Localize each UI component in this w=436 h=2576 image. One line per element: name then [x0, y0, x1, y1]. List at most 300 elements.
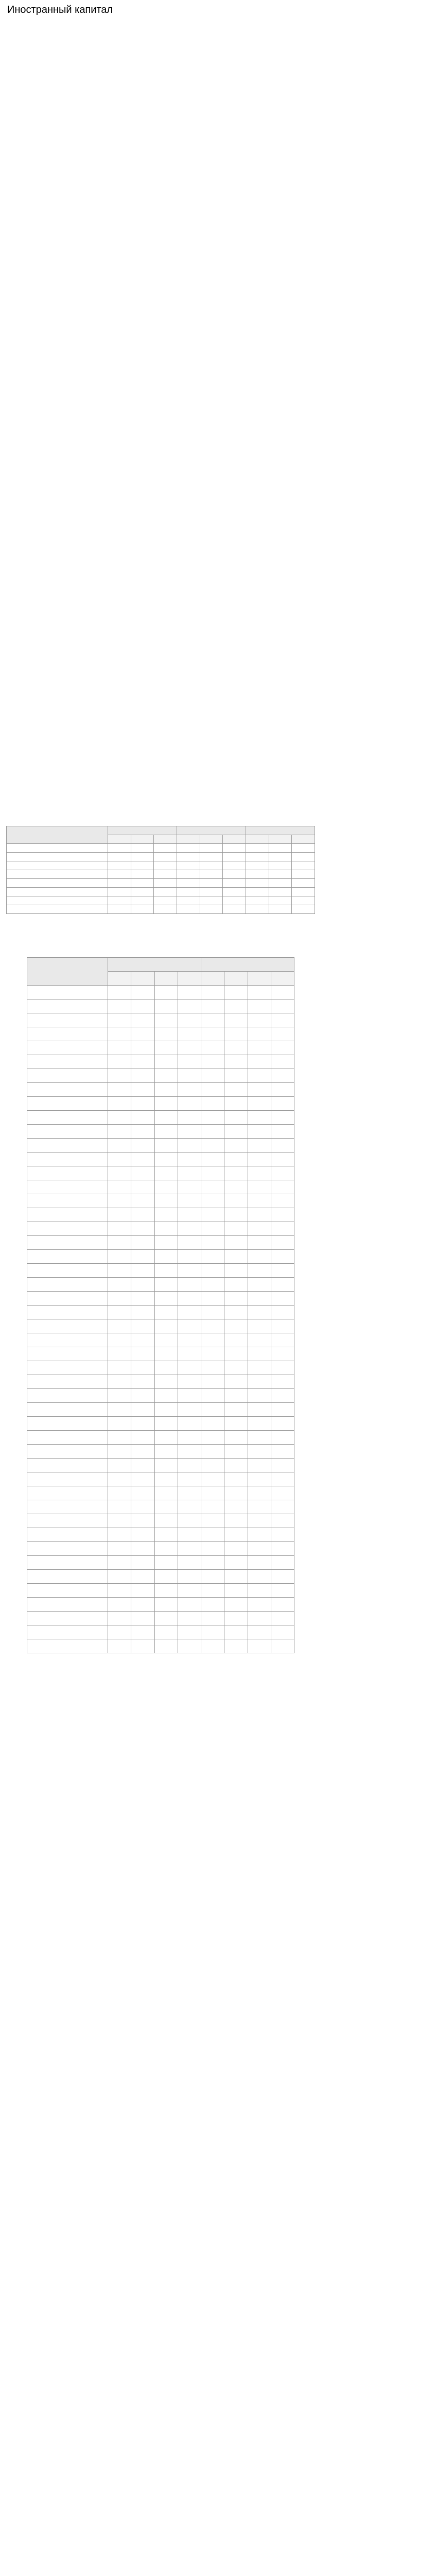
- table-header-cell: [178, 972, 201, 986]
- table-cell: [154, 1069, 178, 1083]
- table-cell: [201, 1208, 224, 1222]
- table-cell: [108, 1111, 131, 1125]
- table-cell: [224, 1278, 248, 1292]
- row-label-cell: [27, 1236, 108, 1250]
- table-cell: [154, 879, 177, 888]
- table-cell: [154, 1153, 178, 1166]
- table-header-cell: [200, 835, 223, 844]
- table-cell: [108, 1612, 131, 1625]
- table-cell: [248, 1236, 271, 1250]
- table-cell: [201, 1486, 224, 1500]
- table-cell: [200, 870, 223, 879]
- table-cell: [224, 1403, 248, 1417]
- table-cell: [178, 1639, 201, 1653]
- data-table: [6, 826, 315, 914]
- row-label-cell: [27, 1027, 108, 1041]
- table-row: [27, 1389, 294, 1403]
- table-row: [27, 1097, 294, 1111]
- row-label-cell: [27, 1180, 108, 1194]
- table-header-cell: [7, 826, 108, 844]
- row-label-cell: [27, 1570, 108, 1584]
- table-cell: [131, 1097, 154, 1111]
- table-cell: [224, 1236, 248, 1250]
- paragraph: [6, 645, 430, 679]
- table-cell: [178, 1139, 201, 1153]
- table-cell: [201, 1292, 224, 1306]
- table-cell: [131, 1347, 154, 1361]
- row-label-cell: [27, 1250, 108, 1264]
- table-header-cell: [131, 835, 154, 844]
- table-cell: [108, 1556, 131, 1570]
- table-cell: [131, 1083, 154, 1097]
- table-cell: [178, 1431, 201, 1445]
- table-row: [27, 1208, 294, 1222]
- table-cell: [223, 905, 246, 914]
- table-header-row: [7, 826, 315, 835]
- table-row: [27, 1041, 294, 1055]
- table-cell: [108, 1166, 131, 1180]
- table-cell: [131, 879, 154, 888]
- table-cell: [154, 1194, 178, 1208]
- table-header-cell: [201, 958, 294, 972]
- table-cell: [178, 1250, 201, 1264]
- table-header-cell: [269, 835, 292, 844]
- table-cell: [131, 1013, 154, 1027]
- table-cell: [269, 853, 292, 861]
- table-cell: [154, 1055, 178, 1069]
- table-cell: [201, 1598, 224, 1612]
- table-cell: [131, 1403, 154, 1417]
- table-cell: [246, 853, 269, 861]
- table-cell: [248, 1027, 271, 1041]
- table-cell: [271, 1194, 294, 1208]
- table-cell: [108, 1486, 131, 1500]
- table-cell: [108, 896, 131, 905]
- table-cell: [248, 1319, 271, 1333]
- table-cell: [108, 1542, 131, 1556]
- table-cell: [224, 1542, 248, 1556]
- data-table: [27, 957, 294, 1653]
- table-cell: [201, 1361, 224, 1375]
- table-cell: [248, 1069, 271, 1083]
- table-cell: [201, 1612, 224, 1625]
- row-label-cell: [27, 1514, 108, 1528]
- table-cell: [271, 1445, 294, 1459]
- table-header-cell: [154, 835, 177, 844]
- table-cell: [178, 1347, 201, 1361]
- table-cell: [154, 1333, 178, 1347]
- row-label-cell: [27, 1013, 108, 1027]
- table-cell: [154, 1166, 178, 1180]
- table-cell: [224, 1208, 248, 1222]
- table-row: [27, 1264, 294, 1278]
- table-cell: [248, 1166, 271, 1180]
- table-cell: [131, 1333, 154, 1347]
- table-cell: [131, 1639, 154, 1653]
- table-row: [27, 1542, 294, 1556]
- table-cell: [154, 1639, 178, 1653]
- table-row: [27, 1069, 294, 1083]
- table-cell: [224, 1431, 248, 1445]
- table-cell: [224, 1528, 248, 1542]
- table-cell: [271, 1153, 294, 1166]
- table-header-cell: [248, 972, 271, 986]
- table-cell: [154, 1389, 178, 1403]
- table-cell: [154, 1180, 178, 1194]
- table-row: [27, 1514, 294, 1528]
- figure-caption: [6, 923, 430, 936]
- table-cell: [108, 1639, 131, 1653]
- table-cell: [201, 1111, 224, 1125]
- row-label-cell: [27, 1375, 108, 1389]
- table-cell: [248, 1486, 271, 1500]
- table-cell: [108, 879, 131, 888]
- table-cell: [178, 999, 201, 1013]
- table-cell: [271, 1306, 294, 1319]
- table-header-cell: [108, 835, 131, 844]
- table-cell: [154, 1319, 178, 1333]
- paragraph: [6, 386, 430, 420]
- table-row: [27, 1500, 294, 1514]
- table-cell: [154, 1625, 178, 1639]
- table-cell: [224, 1013, 248, 1027]
- table-row: [27, 1556, 294, 1570]
- table-cell: [154, 1306, 178, 1319]
- table-cell: [271, 1542, 294, 1556]
- table-cell: [224, 1139, 248, 1153]
- table-header-cell: [246, 835, 269, 844]
- table-cell: [131, 1625, 154, 1639]
- table-cell: [178, 1264, 201, 1278]
- table-cell: [154, 888, 177, 896]
- table-cell: [108, 1013, 131, 1027]
- table-cell: [201, 1403, 224, 1417]
- table-cell: [108, 1125, 131, 1139]
- table-cell: [154, 1403, 178, 1417]
- table-cell: [131, 1361, 154, 1375]
- table-row: [7, 905, 315, 914]
- table-cell: [248, 1417, 271, 1431]
- table-cell: [178, 1472, 201, 1486]
- table-row: [27, 1403, 294, 1417]
- table-cell: [224, 1612, 248, 1625]
- table-row: [27, 999, 294, 1013]
- table-row: [7, 896, 315, 905]
- table-cell: [248, 1612, 271, 1625]
- table-cell: [178, 1083, 201, 1097]
- table-cell: [201, 986, 224, 999]
- table-cell: [246, 896, 269, 905]
- table-header-cell: [177, 835, 200, 844]
- table-cell: [108, 1180, 131, 1194]
- table-cell: [154, 896, 177, 905]
- table-cell: [201, 1166, 224, 1180]
- table-cell: [131, 1306, 154, 1319]
- table-cell: [108, 986, 131, 999]
- table-cell: [131, 1389, 154, 1403]
- table-cell: [154, 1417, 178, 1431]
- table-cell: [271, 1361, 294, 1375]
- table-cell: [154, 1027, 178, 1041]
- table-cell: [248, 1083, 271, 1097]
- table-cell: [223, 896, 246, 905]
- table-cell: [131, 1584, 154, 1598]
- table-cell: [271, 1278, 294, 1292]
- table-cell: [131, 844, 154, 853]
- table-cell: [201, 1264, 224, 1278]
- table-cell: [271, 1472, 294, 1486]
- table-cell: [224, 1584, 248, 1598]
- paragraph: [6, 97, 430, 120]
- table-cell: [108, 1431, 131, 1445]
- table-header-cell: [224, 972, 248, 986]
- table-cell: [108, 1598, 131, 1612]
- table-cell: [201, 1625, 224, 1639]
- table-cell: [131, 1375, 154, 1389]
- table-cell: [271, 1417, 294, 1431]
- table-cell: [177, 879, 200, 888]
- table-cell: [224, 1194, 248, 1208]
- row-label-cell: [27, 1431, 108, 1445]
- row-label-cell: [27, 1041, 108, 1055]
- table-cell: [224, 1055, 248, 1069]
- table-header-cell: [108, 826, 177, 835]
- table-cell: [108, 1055, 131, 1069]
- table-cell: [248, 1542, 271, 1556]
- table-cell: [108, 1194, 131, 1208]
- table-row: [27, 1598, 294, 1612]
- table-row: [27, 1375, 294, 1389]
- table-cell: [223, 879, 246, 888]
- table-row: [27, 1013, 294, 1027]
- paragraph: [6, 460, 430, 494]
- table-cell: [271, 1459, 294, 1472]
- row-label-cell: [27, 1389, 108, 1403]
- table-cell: [154, 999, 178, 1013]
- table-row: [27, 1027, 294, 1041]
- table-cell: [154, 1445, 178, 1459]
- paragraph: [6, 534, 430, 557]
- row-label-cell: [27, 1445, 108, 1459]
- table-row: [7, 861, 315, 870]
- table-cell: [224, 1556, 248, 1570]
- table-cell: [248, 1292, 271, 1306]
- table-cell: [224, 1598, 248, 1612]
- table-cell: [131, 1319, 154, 1333]
- table-cell: [154, 1347, 178, 1361]
- table-cell: [200, 888, 223, 896]
- table-cell: [201, 1584, 224, 1598]
- table-row: [27, 1194, 294, 1208]
- table-cell: [178, 1570, 201, 1584]
- row-label-cell: [27, 1625, 108, 1639]
- table-row: [27, 1166, 294, 1180]
- table-cell: [201, 1528, 224, 1542]
- table-row: [27, 1486, 294, 1500]
- table-cell: [248, 1459, 271, 1472]
- page-title: Иностранный капитал: [7, 4, 113, 15]
- table-cell: [131, 870, 154, 879]
- row-label-cell: [27, 1194, 108, 1208]
- table-cell: [154, 1264, 178, 1278]
- table-cell: [178, 1625, 201, 1639]
- table-cell: [201, 1222, 224, 1236]
- table-cell: [178, 1542, 201, 1556]
- table-cell: [292, 888, 315, 896]
- table-cell: [177, 861, 200, 870]
- table-cell: [271, 1180, 294, 1194]
- table-cell: [108, 1584, 131, 1598]
- table-cell: [201, 1333, 224, 1347]
- paragraph: [6, 160, 430, 194]
- table-cell: [178, 1166, 201, 1180]
- table-cell: [271, 1083, 294, 1097]
- row-label-cell: [7, 905, 108, 914]
- paragraph: [6, 707, 430, 741]
- table-cell: [108, 844, 131, 853]
- table-cell: [271, 1027, 294, 1041]
- paragraph: [6, 682, 430, 704]
- table-header-cell: [271, 972, 294, 986]
- table-caption: [6, 811, 430, 823]
- table-cell: [201, 1417, 224, 1431]
- row-label-cell: [27, 1166, 108, 1180]
- table-row: [7, 844, 315, 853]
- table-cell: [178, 1292, 201, 1306]
- table-cell: [154, 1236, 178, 1250]
- table-cell: [108, 1236, 131, 1250]
- table-cell: [292, 844, 315, 853]
- table-cell: [248, 1514, 271, 1528]
- table-cell: [178, 1180, 201, 1194]
- table-cell: [131, 1222, 154, 1236]
- table-cell: [224, 1180, 248, 1194]
- table-cell: [248, 1584, 271, 1598]
- table-cell: [108, 861, 131, 870]
- table-row: [27, 1319, 294, 1333]
- table-cell: [131, 1542, 154, 1556]
- table-cell: [131, 1194, 154, 1208]
- paragraph: [6, 1658, 430, 1692]
- table-cell: [224, 1500, 248, 1514]
- table-cell: [154, 1598, 178, 1612]
- table-row: [7, 853, 315, 861]
- table-cell: [108, 870, 131, 879]
- table-header-cell: [201, 972, 224, 986]
- table-row: [27, 1125, 294, 1139]
- table-cell: [224, 1041, 248, 1055]
- table-cell: [131, 1612, 154, 1625]
- table-header-cell: [108, 972, 131, 986]
- table-cell: [108, 1319, 131, 1333]
- table-cell: [131, 1027, 154, 1041]
- table-cell: [248, 1625, 271, 1639]
- table-cell: [131, 1111, 154, 1125]
- row-label-cell: [27, 1598, 108, 1612]
- paragraph: [6, 123, 430, 157]
- table-row: [27, 986, 294, 999]
- table-cell: [248, 1097, 271, 1111]
- table-cell: [200, 896, 223, 905]
- table-cell: [131, 896, 154, 905]
- table-cell: [108, 1625, 131, 1639]
- table-cell: [248, 1500, 271, 1514]
- table-cell: [178, 1500, 201, 1514]
- table-cell: [248, 1208, 271, 1222]
- table-cell: [201, 1472, 224, 1486]
- table-cell: [271, 1528, 294, 1542]
- row-label-cell: [27, 1417, 108, 1431]
- table-header-cell: [177, 826, 246, 835]
- table-row: [27, 1055, 294, 1069]
- table-cell: [201, 999, 224, 1013]
- table-cell: [271, 1431, 294, 1445]
- table-cell: [224, 1166, 248, 1180]
- table-cell: [248, 1570, 271, 1584]
- table-cell: [248, 1041, 271, 1055]
- table-cell: [154, 861, 177, 870]
- table-cell: [178, 986, 201, 999]
- table-row: [27, 1570, 294, 1584]
- table-cell: [131, 1139, 154, 1153]
- table-cell: [269, 844, 292, 853]
- table-cell: [131, 986, 154, 999]
- table-row: [27, 1333, 294, 1347]
- table-cell: [154, 1083, 178, 1097]
- table-cell: [108, 888, 131, 896]
- table-cell: [269, 905, 292, 914]
- table-cell: [108, 1417, 131, 1431]
- table-cell: [178, 1013, 201, 1027]
- table-cell: [201, 1570, 224, 1584]
- table-cell: [248, 986, 271, 999]
- table-cell: [131, 1250, 154, 1264]
- table-header-cell: [131, 972, 154, 986]
- table-cell: [108, 853, 131, 861]
- table-cell: [224, 1625, 248, 1639]
- table-cell: [248, 1111, 271, 1125]
- table-cell: [131, 1292, 154, 1306]
- table-cell: [248, 1125, 271, 1139]
- table-cell: [108, 1333, 131, 1347]
- table-cell: [271, 1250, 294, 1264]
- table-cell: [224, 1361, 248, 1375]
- table-cell: [178, 1598, 201, 1612]
- table-cell: [246, 905, 269, 914]
- table-cell: [271, 1097, 294, 1111]
- table-cell: [248, 1139, 271, 1153]
- row-label-cell: [27, 1097, 108, 1111]
- table-cell: [224, 1375, 248, 1389]
- table-cell: [131, 888, 154, 896]
- table-cell: [201, 1389, 224, 1403]
- table-cell: [269, 888, 292, 896]
- table-cell: [154, 1222, 178, 1236]
- table-cell: [154, 1570, 178, 1584]
- table-cell: [154, 1431, 178, 1445]
- table-cell: [154, 1556, 178, 1570]
- paragraph: [6, 744, 430, 767]
- table-cell: [177, 853, 200, 861]
- table-cell: [131, 1514, 154, 1528]
- table-cell: [224, 1459, 248, 1472]
- table-cell: [154, 1542, 178, 1556]
- table-cell: [201, 1542, 224, 1556]
- row-label-cell: [27, 1584, 108, 1598]
- table-cell: [178, 1486, 201, 1500]
- table-cell: [224, 1417, 248, 1431]
- table-cell: [108, 1097, 131, 1111]
